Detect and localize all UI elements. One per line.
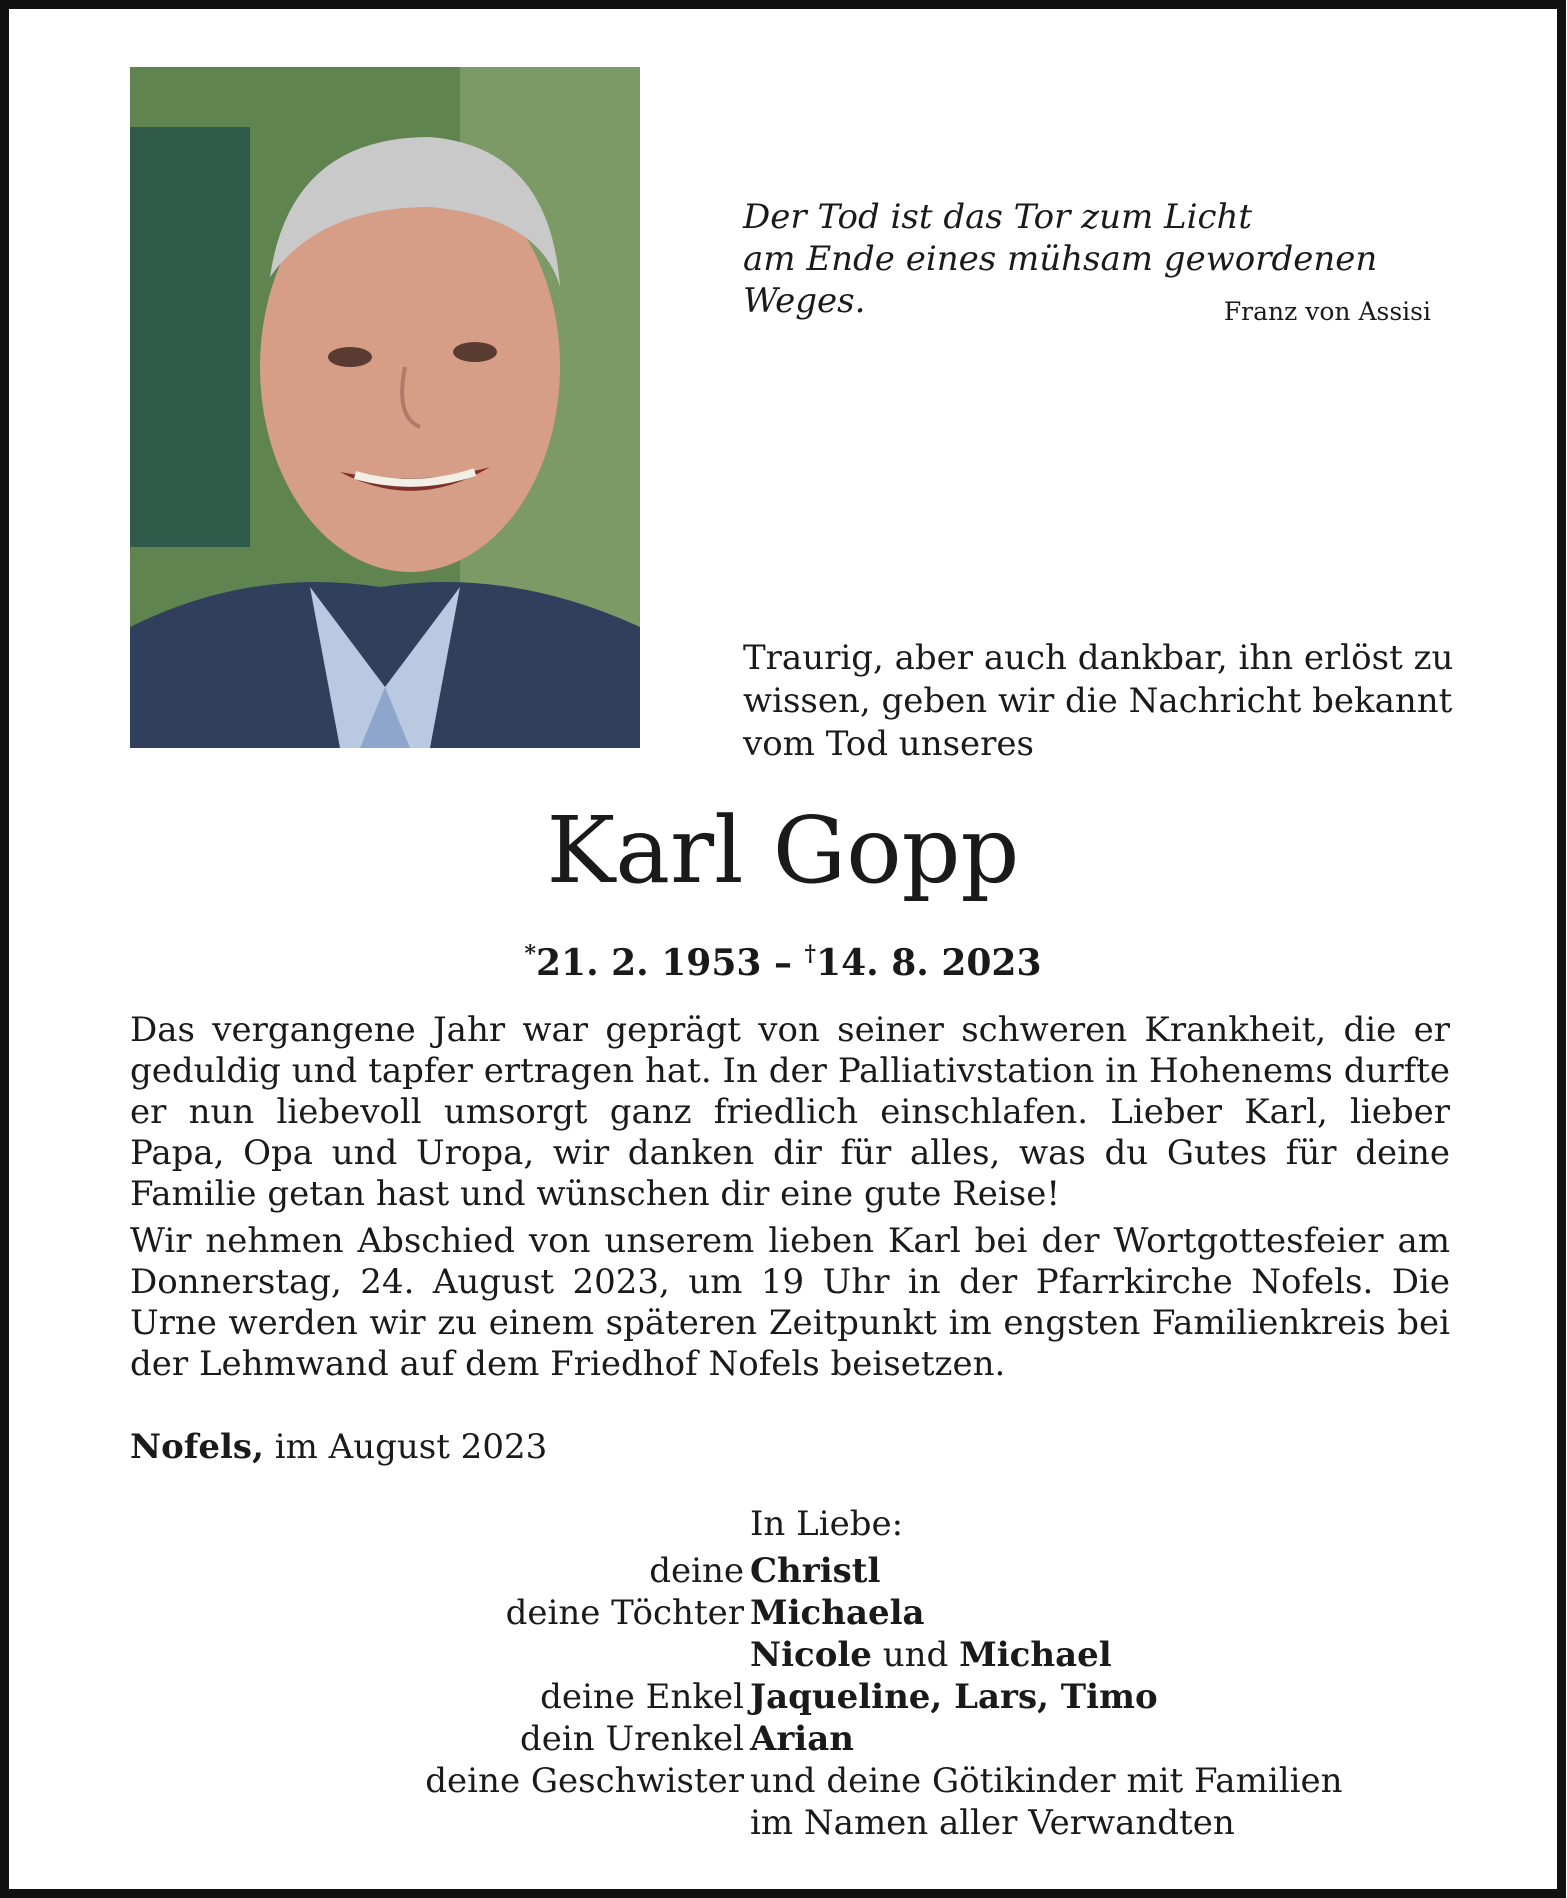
mourner-label: deine Enkel — [540, 1677, 744, 1717]
quote-line-2: am Ende eines mühsam gewordenen Weges. — [743, 239, 1378, 321]
mourner-name: Nicole — [750, 1635, 872, 1675]
mourner-name: Michaela — [750, 1593, 925, 1633]
mourner-row — [9, 1718, 1557, 1760]
intro-line-1: Traurig, aber auch dankbar, ihn erlöst zu — [743, 638, 1454, 678]
mourner-label: dein Urenkel — [520, 1719, 744, 1759]
mourner-row — [9, 1550, 1557, 1592]
death-date: 14. 8. 2023 — [816, 942, 1042, 984]
deceased-name: Karl Gopp — [546, 797, 1020, 904]
date-separator: – — [761, 942, 805, 984]
mourner-label: deine Töchter — [505, 1593, 744, 1633]
death-symbol: † — [804, 941, 817, 967]
paragraph-2: Wir nehmen Abschied von unserem lieben Karl bei der Wortgottesfeier am Donnerstag, 24. August 2023, um 19 Uhr in der Pfarrkirche Nofels. Die Urne werden wir zu einem späteren Zeitpunkt im engsten Familienkreis bei der Lehmwand auf dem Friedhof Nofels beisetzen. — [130, 1221, 1450, 1384]
mourner-row — [9, 1592, 1557, 1634]
mourner-row — [9, 1802, 1557, 1844]
mourners-heading: In Liebe: — [750, 1504, 904, 1544]
obituary-body — [130, 1010, 1450, 1391]
mourner-names — [750, 1802, 1235, 1844]
birth-symbol: * — [524, 941, 536, 967]
mourner-row — [9, 1760, 1557, 1802]
mourner-name: Christl — [750, 1551, 881, 1591]
mourner-name: Jaqueline, Lars, Timo — [750, 1677, 1158, 1717]
mourner-row — [9, 1676, 1557, 1718]
mourner-names — [750, 1550, 880, 1592]
intro-text — [743, 637, 1463, 766]
mourner-text: und — [871, 1635, 960, 1675]
mourner-names — [750, 1718, 854, 1760]
mourners-list — [9, 1550, 1557, 1844]
paragraph-1: Das vergangene Jahr war geprägt von seiner schweren Krankheit, die er geduldig und tapfer ertragen hat. In der Palliativstation in Hohenems durfte er nun liebevoll umsorgt ganz friedlich einschlafen. Lieber Karl, lieber Papa, Opa und Uropa, wir danken dir für alles, was du Gutes für deine Familie getan hast und wünschen dir eine gute Reise! — [130, 1010, 1450, 1214]
quote-author: Franz von Assisi — [1223, 297, 1431, 326]
portrait-photo — [130, 67, 640, 748]
birth-date: 21. 2. 1953 — [535, 942, 762, 984]
mourner-names — [750, 1760, 1342, 1802]
intro-line-3: vom Tod unseres — [743, 724, 1034, 764]
place-date — [130, 1427, 547, 1467]
portrait-illustration — [130, 67, 640, 748]
life-dates — [9, 941, 1557, 984]
place-date-text: im August 2023 — [263, 1427, 548, 1467]
mourner-names — [750, 1634, 1112, 1676]
mourner-names — [750, 1676, 1158, 1718]
mourner-text: im Namen aller Verwandten — [750, 1803, 1235, 1843]
mourner-text: und deine Götikinder mit Familien — [750, 1761, 1343, 1801]
mourner-name: Michael — [959, 1635, 1112, 1675]
mourner-names — [750, 1592, 925, 1634]
mourner-name: Arian — [750, 1719, 854, 1759]
mourner-row — [9, 1634, 1557, 1676]
mourner-label: deine Geschwister — [425, 1761, 744, 1801]
mourner-label: deine — [649, 1551, 744, 1591]
quote-line-1: Der Tod ist das Tor zum Licht — [743, 197, 1253, 237]
intro-line-2: wissen, geben wir die Nachricht bekannt — [743, 681, 1453, 721]
place-town: Nofels, — [130, 1427, 264, 1467]
